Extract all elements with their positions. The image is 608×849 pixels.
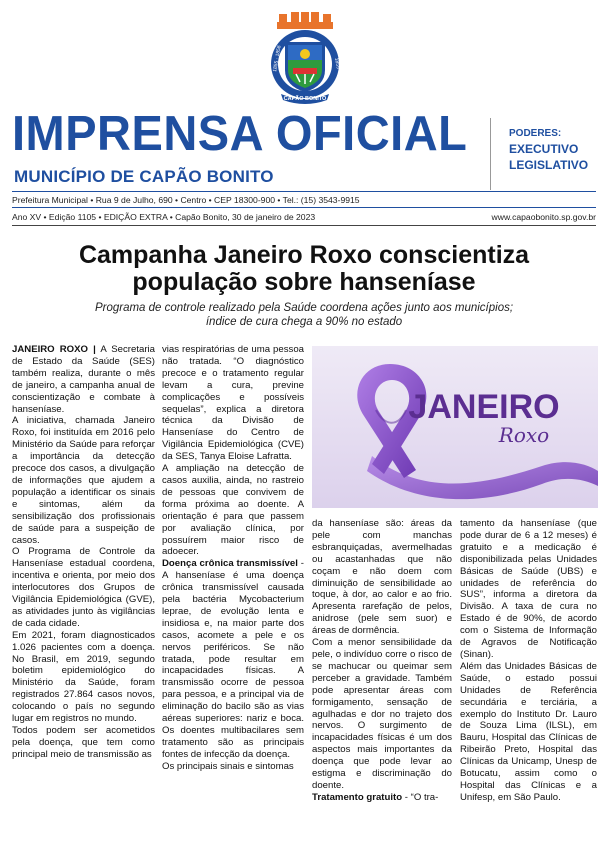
mural-crown-icon [277,12,333,29]
masthead-title: IMPRENSA OFICIAL [12,104,468,161]
paragraph: Em 2021, foram diagnosticados 1.026 pacientes com a doença. No Brasil, em 2019, segundo boletim epidemiológico do Ministério da Saúde, foram registrados 27.864 casos novos, colocando o país no segundo lugar em registros no mundo. [12,629,155,725]
powers-label: PODERES: [509,128,562,139]
paragraph: vias respiratórias de uma pessoa não tratada. “O diagnóstico precoce e o tratamento regular levam a cura, previne complicações e possíveis sequelas”, explica a diretora técnica da Divisão de Hanseníase do Centro de Vigilância Epidemiológica (CVE) da SES, Tanya Eloise Lafratta. [162,344,304,463]
section-heading: Tratamento gratuito [312,791,403,803]
promo-word-roxo: Roxo [498,423,550,447]
article-headline: Campanha Janeiro Roxo conscientiza população sobre hanseníase [78,241,530,296]
paragraph [162,558,304,760]
powers-executive: EXECUTIVO [509,142,579,156]
paragraph: da hanseníase são: áreas da pele com manchas esbranquiçadas, avermelhadas ou acastanhadas que não coçam e não doem com diminuição de sensibilidade ao toque, à dor, ao calor e ao frio. Apresenta rarefação de pelos, anidrose (pele sem suor) e áreas de dormência. [312,518,452,637]
article-column-1 [12,344,155,761]
article-column-3 [312,518,452,804]
paragraph: tamento da hanseníase (que pode durar de 6 a 12 meses) é gratuito e a medicação é disponibilizada pelas Unidades Básicas de Saúde (UBS) e unidades de referência do SUS”, informa a diretora da Divisão. A taxa de cura no Estado é de 90%, de acordo com o Sistema de Informação de Agravos de Notificação (Sinan). [460,518,597,660]
promo-word-janeiro: JANEIRO [408,388,560,426]
edition-line: Ano XV • Edição 1105 • EDIÇÃO EXTRA • Capão Bonito, 30 de janeiro de 2023 [12,212,316,222]
paragraph: A iniciativa, chamada Janeiro Roxo, foi instituída em 2016 pelo Ministério da Saúde para reforçar a importância da detecção precoce dos casos, a divulgação de informações que ajudem a população a identificar os sinais e sintomas, além da sensibilização dos profissionais de saúde para a suspeição de casos. [12,415,155,546]
paragraph-text: - “O tra- [404,791,439,803]
paragraph: Os principais sinais e sintomas [162,760,294,772]
divider [12,225,596,226]
purple-ribbon-icon [312,346,598,508]
paragraph-text: A Secretaria de Estado da Saúde (SES) também realiza, durante o mês de janeiro, a campanha anual de conscientização e combate à hanseníase. [12,344,156,415]
article-column-2 [162,344,304,773]
crest-motto-left: 1855 · 1858 [272,45,283,73]
subhead-line: Programa de controle realizado pela Saúde coordena ações junto aos municípios; [94,302,514,314]
article-column-4 [460,518,597,804]
subhead-line: índice de cura chega a 90% no estado [205,316,403,328]
municipal-crest-logo [263,12,347,104]
crest-motto-right: 1855 · 1858 [333,57,344,85]
address-line: Prefeitura Municipal • Rua 9 de Julho, 690 • Centro • CEP 18300-900 • Tel.: (15) 3543-9915 [12,195,360,205]
powers-box [490,118,595,190]
section-heading: Doença crônica transmissível [162,558,298,570]
divider [12,207,596,208]
powers-legislative: LEGISLATIVO [509,158,589,172]
paragraph [312,792,452,804]
paragraph-text: - A hanseníase é uma doença crônica transmissível causada pela bactéria Mycobacterium leprae, de evolução lenta e insidiosa e, na maior parte dos casos, acomete a pele e os nervos periféricos. Se não tratada, pode resultar em incapacidades físicas. A transmissão ocorre de pessoa para pessoa, e a principal via de eliminação do bacilo são as vias aéreas superiores: nariz e boca. Os doentes multibacilares sem tratamento são as principais fontes de infecção da doença. [162,558,304,760]
masthead-subtitle: MUNICÍPIO DE CAPÃO BONITO [14,167,274,186]
website-link[interactable]: www.capaobonito.sp.gov.br [491,212,596,222]
janeiro-roxo-image [312,346,598,508]
crest-banner-text: CAPÃO BONITO [283,96,327,102]
paragraph: Com a menor sensibilidade da pele, o indivíduo corre o risco de se machucar ou queimar sem perceber a gravidade. Também pode apresentar áreas com formigamento, sensação de agulhadas e dor no trajeto dos nervos. O surgimento de incapacidades físicas é um dos aspectos mais importantes da doença que pode levar ao estigma e discriminação do doente. [312,637,452,791]
divider [12,191,596,192]
lead-kicker: JANEIRO ROXO | [12,344,96,355]
paragraph: A ampliação na detecção de casos auxilia, ainda, no rastreio de pessoas que convivem de forma próxima ao doente. A orientação é para que passem por avaliação clínica, por possuírem maior risco de adoecer. [162,463,304,558]
paragraph: Além das Unidades Básicas de Saúde, o estado possui Unidades de Referência secundária e terciária, a exemplo do Instituto Dr. Lauro de Souza Lima (ILSL), em Bauru, Hospital das Clínicas de Ribeirão Preto, Hospital das Clínicas da Unicamp, Unesp de Botucatu, assim como o Hospital das Clínicas e a Unifesp, em São Paulo. [460,660,597,803]
paragraph: Todos podem ser acometidos pela doença, que tem como principal meio de transmissão as [12,725,155,760]
article-subhead [40,301,568,329]
paragraph: O Programa de Controle da Hanseníase estadual coordena, incentiva e orienta, por meio dos interlocutores dos Grupos de Vigilância Epidemiológica (GVE), as atividades junto às vigilâncias de cada cidade. [12,546,155,629]
paragraph [12,344,155,415]
